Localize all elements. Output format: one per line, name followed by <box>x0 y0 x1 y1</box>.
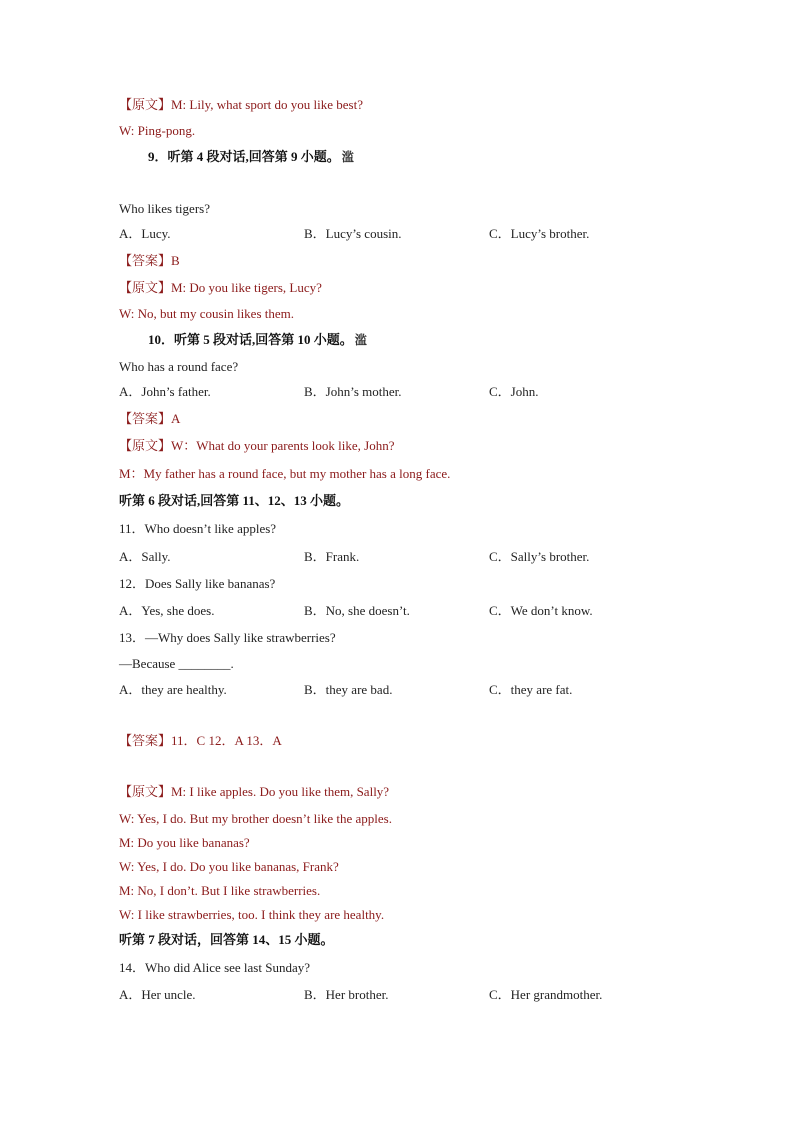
mark-glyph: 滥 <box>354 333 367 347</box>
original-text-line: W: I like strawberries, too. I think they are healthy. <box>119 907 385 922</box>
option-c: C．Her grandmother. <box>489 987 603 1002</box>
option-c: C．Lucy’s brother. <box>489 226 590 241</box>
header-text: 9．听第 4 段对话,回答第 9 小题。 <box>148 149 340 164</box>
original-text-line: M：My father has a round face, but my mother has a long face. <box>119 466 451 481</box>
question-14-text: 14．Who did Alice see last Sunday? <box>119 960 310 975</box>
original-text-line: W: No, but my cousin likes them. <box>119 306 294 321</box>
header-text: 10．听第 5 段对话,回答第 10 小题。 <box>148 332 353 347</box>
answer-line: 【答案】11．C 12．A 13．A <box>119 733 282 748</box>
section-header: 听第 7 段对话，回答第 14、15 小题。 <box>119 932 334 947</box>
option-a: A．Lucy. <box>119 226 171 241</box>
original-text-line: 【原文】M: Lily, what sport do you like best? <box>119 97 363 112</box>
question-12-text: 12．Does Sally like bananas? <box>119 576 276 591</box>
option-a: A．Her uncle. <box>119 987 196 1002</box>
option-b: B．No, she doesn’t. <box>304 603 410 618</box>
option-a: A．John’s father. <box>119 384 211 399</box>
original-text-line: 【原文】M: Do you like tigers, Lucy? <box>119 280 322 295</box>
question-11-text: 11．Who doesn’t like apples? <box>119 521 277 536</box>
question-13-text: 13．—Why does Sally like strawberries? <box>119 630 336 645</box>
option-c: C．John. <box>489 384 539 399</box>
answer-line: 【答案】A <box>119 411 181 426</box>
original-text-line: 【原文】W：What do your parents look like, John? <box>119 438 395 453</box>
original-text-line: W: Yes, I do. But my brother doesn’t like the apples. <box>119 811 392 826</box>
section-header: 听第 6 段对话,回答第 11、12、13 小题。 <box>119 493 350 508</box>
option-a: A．Sally. <box>119 549 171 564</box>
option-c: C．We don’t know. <box>489 603 593 618</box>
answer-line: 【答案】B <box>119 253 180 268</box>
original-text-line: M: Do you like bananas? <box>119 835 250 850</box>
option-a: A．they are healthy. <box>119 682 227 697</box>
option-b: B．John’s mother. <box>304 384 402 399</box>
option-b: B．Lucy’s cousin. <box>304 226 402 241</box>
question-9-header <box>148 149 354 165</box>
option-b: B．Frank. <box>304 549 360 564</box>
original-text-line: 【原文】M: I like apples. Do you like them, Sally? <box>119 784 390 799</box>
question-10-header <box>148 332 367 348</box>
option-a: A．Yes, she does. <box>119 603 215 618</box>
option-b: B．they are bad. <box>304 682 393 697</box>
original-text-line: M: No, I don’t. But I like strawberries. <box>119 883 321 898</box>
question-9-text: Who likes tigers? <box>119 201 210 216</box>
question-10-text: Who has a round face? <box>119 359 239 374</box>
option-b: B．Her brother. <box>304 987 389 1002</box>
mark-glyph: 滥 <box>341 150 354 164</box>
original-text-line: W: Yes, I do. Do you like bananas, Frank? <box>119 859 339 874</box>
original-text-line: W: Ping-pong. <box>119 123 196 138</box>
question-13-blank: —Because ________. <box>119 656 234 671</box>
option-c: C．they are fat. <box>489 682 573 697</box>
option-c: C．Sally’s brother. <box>489 549 590 564</box>
